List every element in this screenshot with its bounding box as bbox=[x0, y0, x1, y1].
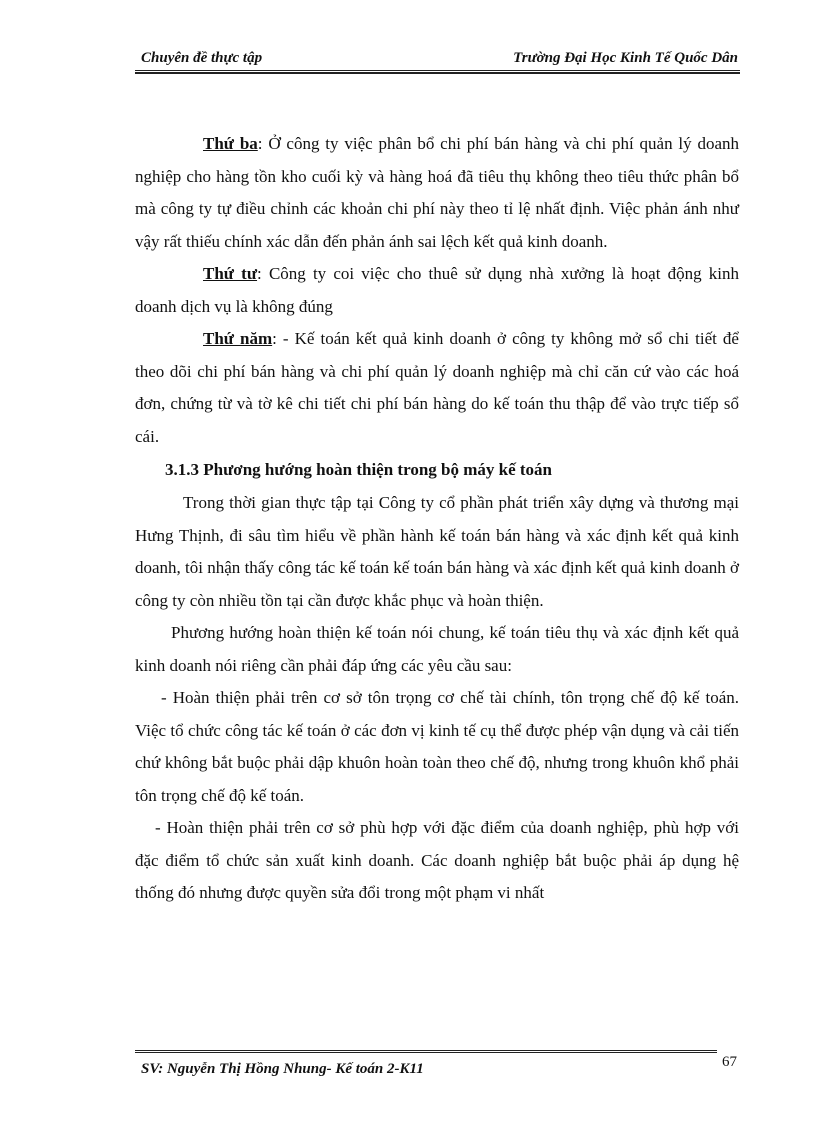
paragraph-label: Thứ ba bbox=[203, 134, 258, 153]
paragraph-label: Thứ tư bbox=[203, 264, 258, 283]
section-heading: 3.1.3 Phương hướng hoàn thiện trong bộ máy kế toán bbox=[165, 460, 553, 479]
page-footer bbox=[135, 1050, 717, 1077]
page-number: 67 bbox=[722, 1054, 737, 1070]
header-university: Trường Đại Học Kinh Tế Quốc Dân bbox=[513, 50, 738, 66]
document-body bbox=[135, 128, 739, 910]
paragraph-thu-nam bbox=[135, 323, 739, 453]
footer-student: SV: Nguyễn Thị Hồng Nhung- Kế toán 2-K11 bbox=[141, 1061, 424, 1077]
paragraph-text: : Công ty coi việc cho thuê sử dụng nhà xưởng là hoạt động kinh doanh dịch vụ là không đúng bbox=[135, 264, 740, 316]
page-header bbox=[135, 48, 740, 71]
paragraph-label: Thứ năm bbox=[203, 329, 273, 348]
paragraph-text: : - Kế toán kết quả kinh doanh ở công ty không mở sổ chi tiết để theo dõi chi phí bán hàng và chi phí quản lý doanh nghiệp mà chỉ căn cứ vào các hoá đơn, chứng từ và tờ kê chi tiết chi phí bán hàng do kế toán thu thập để vào trực tiếp sổ cái. bbox=[135, 329, 739, 446]
paragraph-requirements: Phương hướng hoàn thiện kế toán nói chung, kế toán tiêu thụ và xác định kết quả kinh doanh nói riêng cần phải đáp ứng các yêu cầu sau: bbox=[135, 623, 739, 675]
header-document-type: Chuyên đề thực tập bbox=[141, 50, 263, 66]
paragraph-thu-ba bbox=[135, 128, 739, 258]
paragraph-requirement-2: - Hoàn thiện phải trên cơ sở phù hợp với đặc điểm của doanh nghiệp, phù hợp với đặc điểm tổ chức sản xuất kinh doanh. Các doanh nghiệp bắt buộc phải áp dụng hệ thống đó nhưng được quyền sửa đổi trong một phạm vi nhất bbox=[135, 818, 739, 902]
paragraph-thu-tu bbox=[135, 258, 739, 323]
paragraph-text: : Ở công ty việc phân bổ chi phí bán hàng và chi phí quản lý doanh nghiệp cho hàng tồn kho cuối kỳ và hàng hoá đã tiêu thụ không theo tiêu thức phân bổ mà công ty tự điều chỉnh các khoản chi phí này theo tỉ lệ nhất định. Việc phản ánh như vậy rất thiếu chính xác dẫn đến phản ánh sai lệch kết quả kinh doanh. bbox=[135, 134, 740, 251]
paragraph-intro: Trong thời gian thực tập tại Công ty cổ phần phát triển xây dựng và thương mại Hưng Thịnh, đi sâu tìm hiểu về phần hành kế toán bán hàng và xác định kết quả kinh doanh, tôi nhận thấy công tác kế toán kế toán bán hàng và xác định kết quả kinh doanh ở công ty còn nhiều tồn tại cần được khắc phục và hoàn thiện. bbox=[135, 493, 739, 610]
paragraph-requirement-1: - Hoàn thiện phải trên cơ sở tôn trọng cơ chế tài chính, tôn trọng chế độ kế toán. Việc tổ chức công tác kế toán ở các đơn vị kinh tế cụ thể được phép vận dụng và cải tiến chứ không bắt buộc phải dập khuôn hoàn toàn theo chế độ, nhưng trong khuôn khổ phải tôn trọng chế độ kế toán. bbox=[135, 688, 739, 805]
